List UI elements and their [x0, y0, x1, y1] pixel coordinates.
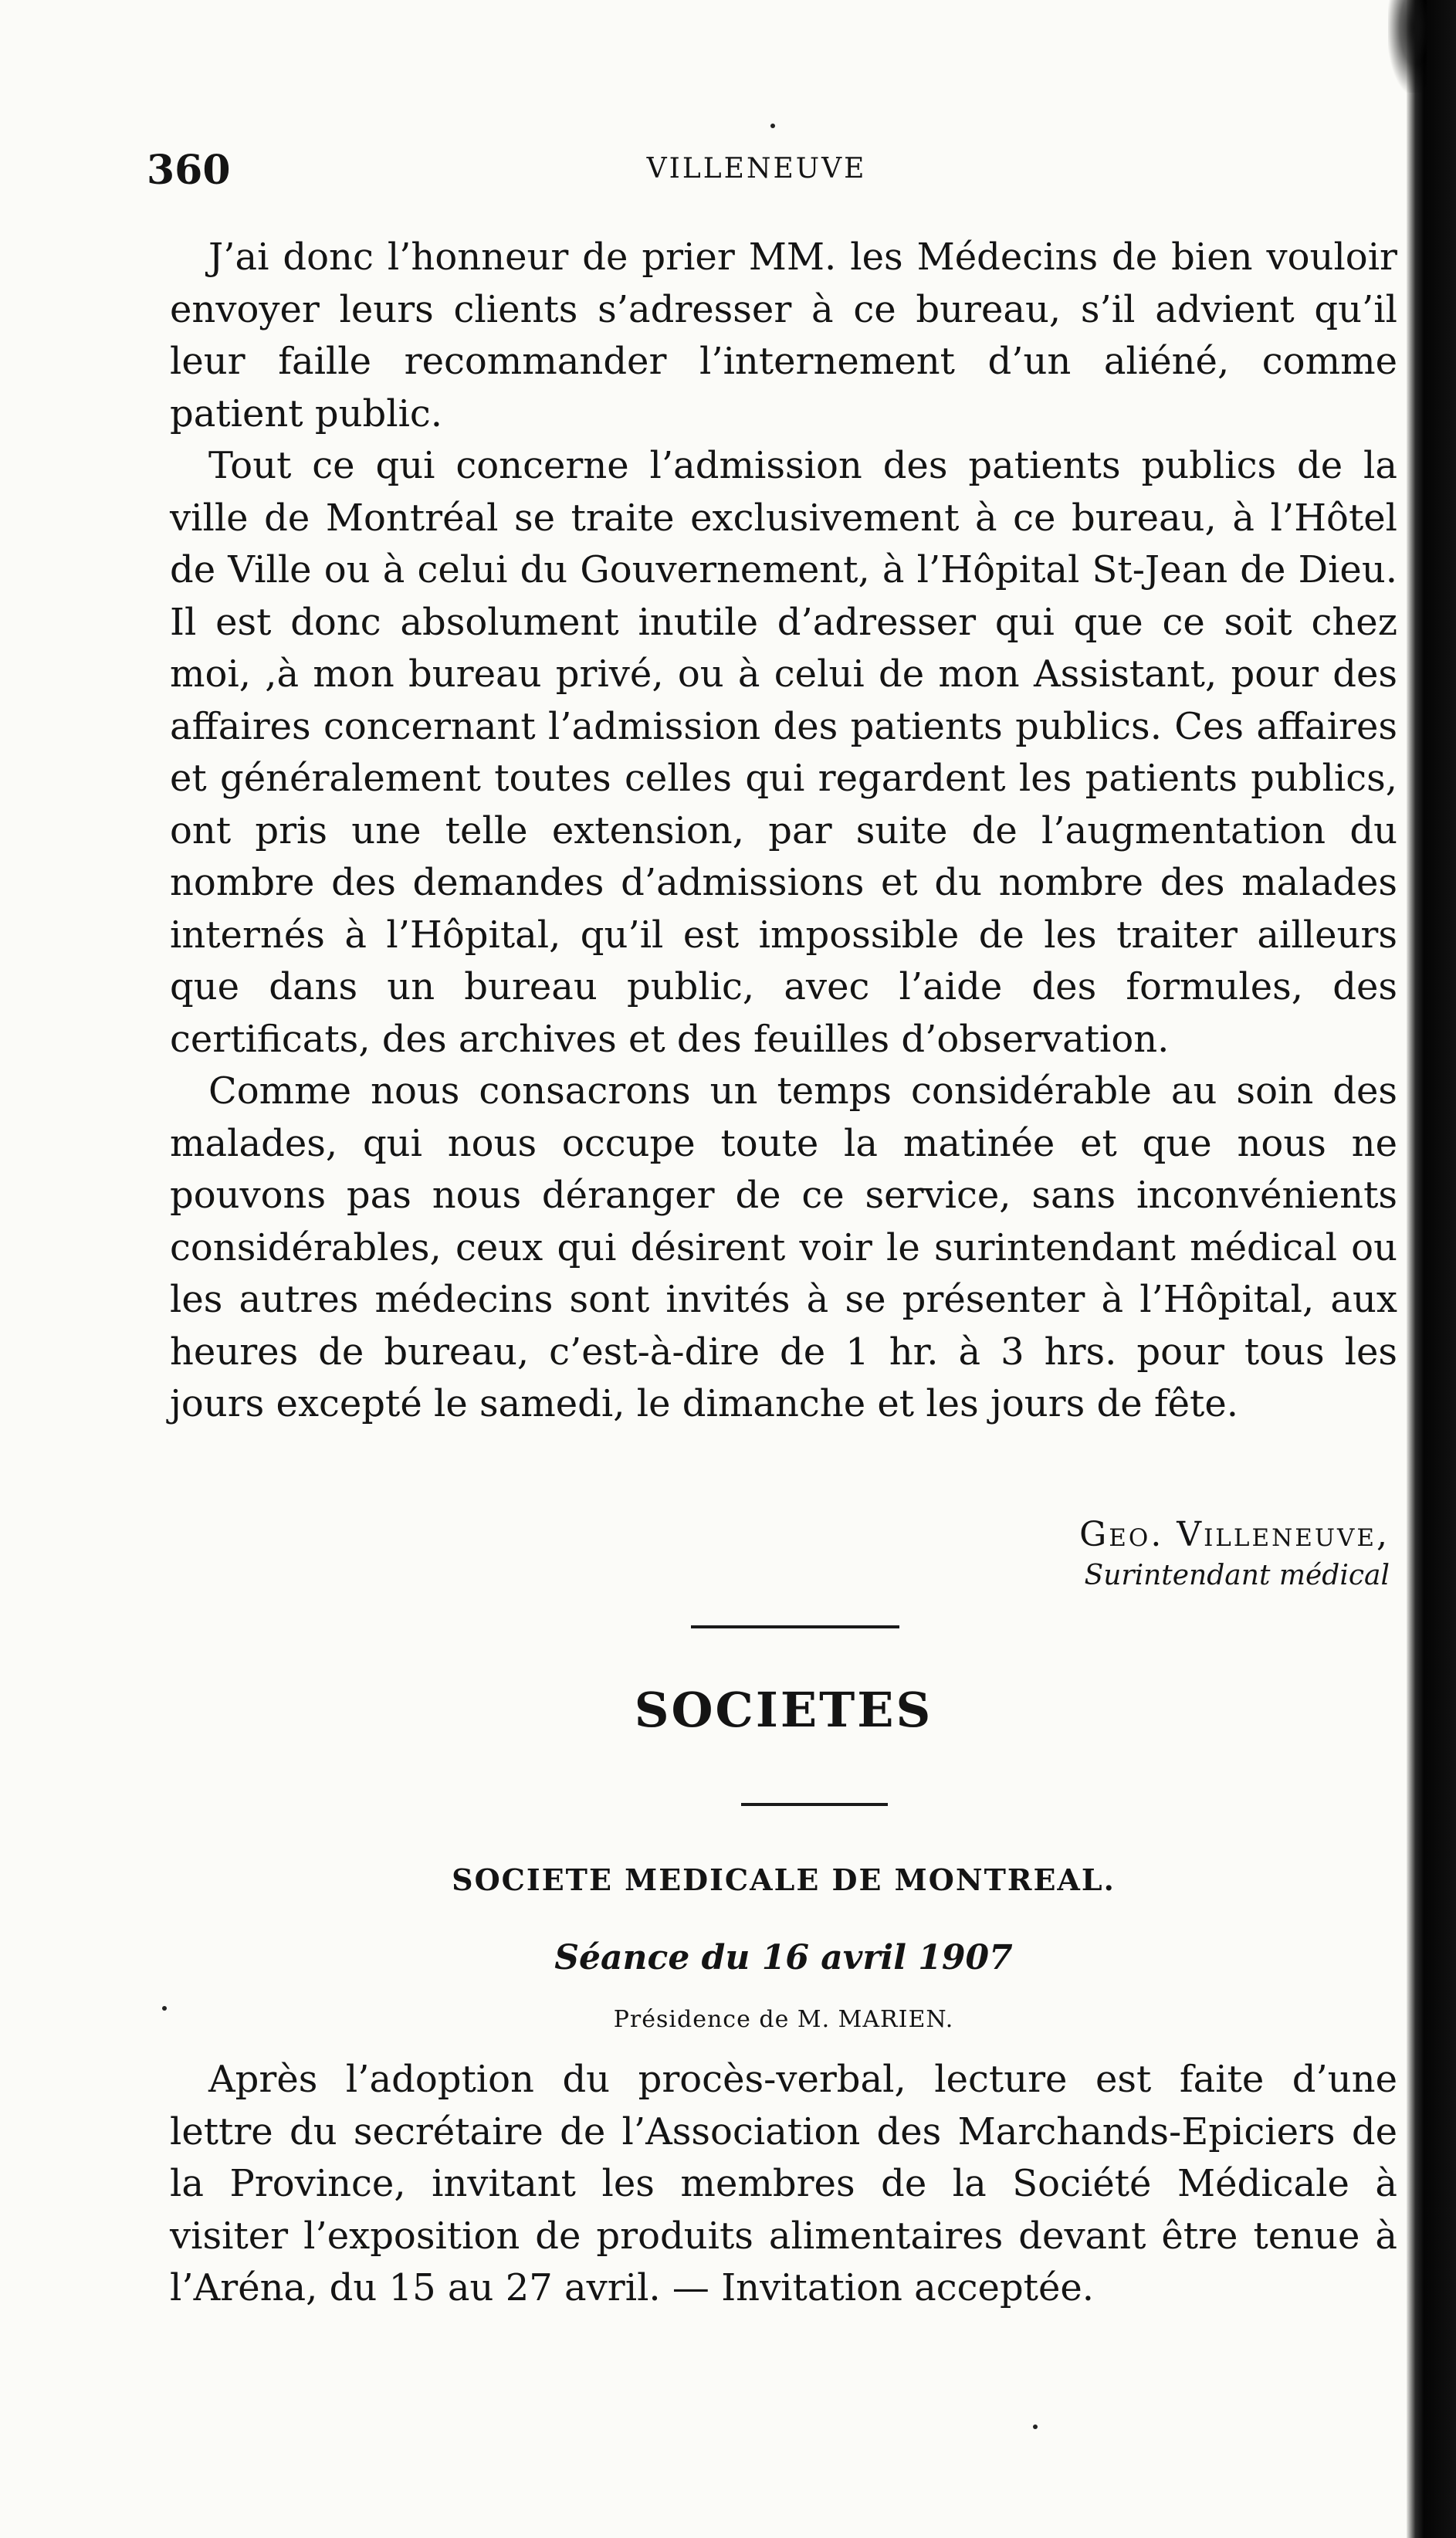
- signature-block: [849, 1513, 1390, 1595]
- paragraph-1: J’ai donc l’honneur de prier MM. les Médecins de bien vouloir envoyer leurs clients s’adresser à ce bureau, s’il advient qu’il leur faille recommander l’internement d’un aliéné, comme patient public.: [170, 236, 1397, 435]
- running-title: VILLENEUVE: [646, 153, 867, 185]
- ink-speck: [770, 124, 775, 128]
- page-corner-stain: [1388, 0, 1427, 93]
- seance-date: Séance du 16 avril 1907: [554, 1938, 1013, 1977]
- section-divider-top: [691, 1625, 899, 1628]
- page-edge-shadow: [1407, 0, 1456, 2538]
- signature-name: Geo. Villeneuve,: [1079, 1515, 1390, 1554]
- minutes-paragraph-1: Après l’adoption du procès-verbal, lecture est faite d’une lettre du secrétaire de l’Association des Marchands-Epiciers de la Province, invitant les membres de la Société Médicale à visiter l’exposition de produits alimentaires devant être tenue à l’Aréna, du 15 au 27 avril. — Invitation acceptée.: [170, 2058, 1397, 2309]
- minutes-body: [170, 2054, 1397, 2315]
- society-name: SOCIETE MEDICALE DE MONTREAL.: [452, 1862, 1116, 1897]
- running-head: [147, 147, 1366, 201]
- paragraph-2: Tout ce qui concerne l’admission des patients publics de la ville de Montréal se traite exclusivement à ce bureau, à l’Hôtel de Ville ou à celui du Gouvernement, à l’Hôpital St-Jean de Dieu. Il est donc absolument inutile d’adresser qui que ce soit chez moi, ,à mon bureau privé, ou à celui de mon Assistant, pour des affaires concernant l’admission des patients publics. Ces affaires et généralement toutes celles qui regardent les patients publics, ont pris une telle extension, par suite de l’augmentation du nombre des demandes d’admissions et du nombre des malades internés à l’Hôpital, qu’il est impossible de les traiter ailleurs que dans un bureau public, avec l’aide des formules, des certificats, des archives et des feuilles d’observation.: [170, 444, 1397, 1061]
- paragraph-3: Comme nous consacrons un temps considérable au soin des malades, qui nous occupe toute la matinée et que nous ne pouvons pas nous déranger de ce service, sans inconvénients considérables, ceux qui désirent voir le surintendant médical ou les autres médecins sont invités à se présenter à l’Hôpital, aux heures de bureau, c’est-à-dire de 1 hr. à 3 hrs. pour tous les jours excepté le samedi, le dimanche et les jours de fête.: [170, 1069, 1397, 1425]
- ink-speck: [162, 2006, 167, 2011]
- letter-body: [170, 232, 1397, 1431]
- section-title: SOCIETES: [634, 1682, 933, 1738]
- ink-speck: [1033, 2424, 1038, 2429]
- presidence-line: Présidence de M. MARIEN.: [613, 2006, 954, 2033]
- section-divider-bottom: [741, 1803, 888, 1806]
- signature-title: Surintendant médical: [1084, 1560, 1390, 1591]
- page-number: 360: [147, 147, 231, 194]
